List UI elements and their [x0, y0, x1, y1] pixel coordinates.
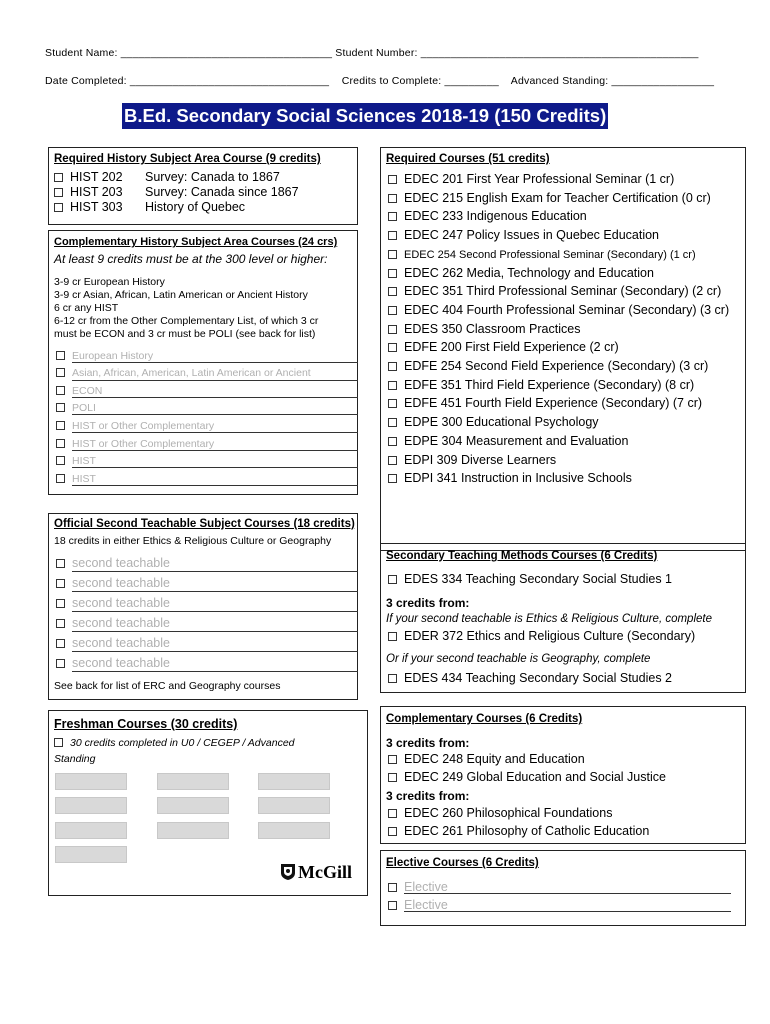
- checkbox[interactable]: [388, 231, 397, 240]
- credit-field[interactable]: [258, 822, 330, 839]
- checkbox[interactable]: [388, 194, 397, 203]
- methods-course: EDES 434 Teaching Secondary Social Studies 2: [388, 671, 672, 686]
- elective-title: Elective Courses (6 Credits): [386, 857, 539, 869]
- required-course-item: [388, 191, 711, 206]
- hist-row: HIST 303: [54, 200, 123, 215]
- checkbox[interactable]: [388, 827, 397, 836]
- course-name: Survey: Canada to 1867: [145, 170, 280, 184]
- from-label: 3 credits from:: [386, 596, 470, 610]
- comp-course: EDEC 249 Global Education and Social Justice: [388, 770, 666, 785]
- credit-field[interactable]: [157, 773, 229, 790]
- hist-field[interactable]: HIST: [56, 473, 96, 486]
- rule-text: 3-9 cr European History: [54, 276, 165, 288]
- hist-field[interactable]: HIST: [56, 455, 96, 468]
- rule-text: 6 cr any HIST: [54, 302, 119, 314]
- required-course-item: [388, 453, 556, 468]
- checkbox[interactable]: [54, 203, 63, 212]
- required-course-label: EDEC 254 Second Professional Seminar (Secondary) (1 cr): [404, 248, 696, 261]
- checkbox[interactable]: [388, 437, 397, 446]
- methods-course: EDER 372 Ethics and Religious Culture (Secondary): [388, 629, 695, 644]
- checkbox[interactable]: [388, 325, 397, 334]
- hist-row: HIST 203: [54, 185, 123, 200]
- credit-field[interactable]: [258, 797, 330, 814]
- checkbox[interactable]: [388, 755, 397, 764]
- second-teachable-title: Official Second Teachable Subject Courses (18 credits): [54, 518, 355, 530]
- methods-title: Secondary Teaching Methods Courses (6 Credits): [386, 550, 658, 562]
- required-course-label: EDPE 300 Educational Psychology: [404, 415, 599, 430]
- student-name-label: Student Name:: [45, 47, 118, 59]
- checkbox[interactable]: [388, 474, 397, 483]
- required-course-item: [388, 209, 587, 224]
- required-course-item: [388, 266, 654, 281]
- checkbox[interactable]: [388, 306, 397, 315]
- poli-field[interactable]: POLI: [56, 402, 96, 415]
- checkbox[interactable]: [388, 456, 397, 465]
- credit-field[interactable]: [55, 846, 127, 863]
- checkbox[interactable]: [388, 674, 397, 683]
- second-teachable-footer: See back for list of ERC and Geography courses: [54, 680, 281, 692]
- methods-course: EDES 334 Teaching Secondary Social Studies 1: [388, 572, 672, 587]
- required-course-label: EDEC 404 Fourth Professional Seminar (Secondary) (3 cr): [404, 302, 730, 317]
- required-course-label: EDEC 201 First Year Professional Seminar (1 cr): [404, 172, 675, 186]
- checkbox[interactable]: [388, 399, 397, 408]
- hist-other-field[interactable]: HIST or Other Complementary: [56, 420, 214, 433]
- checkbox[interactable]: [54, 188, 63, 197]
- complementary-history-title: Complementary History Subject Area Courses (24 crs): [54, 236, 338, 248]
- required-course-item: [388, 228, 659, 243]
- checkbox[interactable]: [388, 362, 397, 371]
- hist-other-field[interactable]: HIST or Other Complementary: [56, 438, 214, 451]
- credit-field[interactable]: [55, 773, 127, 790]
- required-course-label: EDEC 262 Media, Technology and Education: [404, 265, 654, 280]
- required-course-item: [388, 471, 632, 486]
- second-teachable-field[interactable]: second teachable: [56, 656, 170, 671]
- student-number-label: Student Number:: [335, 47, 418, 59]
- page-title: B.Ed. Secondary Social Sciences 2018-19 (150 Credits): [122, 103, 608, 129]
- course-name: History of Quebec: [145, 200, 246, 214]
- checkbox[interactable]: [388, 632, 397, 641]
- required-course-label: EDEC 233 Indigenous Education: [404, 209, 587, 224]
- complementary-note: At least 9 credits must be at the 300 level or higher:: [54, 252, 328, 266]
- comp-course: EDEC 260 Philosophical Foundations: [388, 806, 612, 821]
- required-course-item: [388, 378, 694, 393]
- required-courses-title: Required Courses (51 credits): [386, 153, 550, 165]
- complementary-title: Complementary Courses (6 Credits): [386, 713, 583, 725]
- credit-field[interactable]: [157, 797, 229, 814]
- mcgill-crest-icon: [280, 863, 296, 881]
- second-teachable-subtitle: 18 credits in either Ethics & Religious Culture or Geography: [54, 535, 332, 547]
- checkbox[interactable]: [388, 287, 397, 296]
- date-row: Date Completed: _________________________________ Credits to Complete: _________ Advanced Standing: _________________: [45, 75, 715, 87]
- from-label: 3 credits from:: [386, 789, 470, 803]
- elective-field[interactable]: Elective: [388, 880, 448, 895]
- required-course-item: [388, 247, 696, 263]
- freshman-line2: Standing: [54, 753, 96, 765]
- checkbox[interactable]: [388, 381, 397, 390]
- if-geo-note: Or if your second teachable is Geography, complete: [386, 653, 651, 665]
- required-course-label: EDEC 351 Third Professional Seminar (Secondary) (2 cr): [404, 284, 722, 299]
- credit-field[interactable]: [157, 822, 229, 839]
- second-teachable-field[interactable]: second teachable: [56, 636, 170, 651]
- econ-field[interactable]: ECON: [56, 385, 102, 398]
- required-course-item: [388, 396, 702, 411]
- checkbox[interactable]: [388, 773, 397, 782]
- checkbox[interactable]: [388, 175, 397, 184]
- required-course-label: EDEC 247 Policy Issues in Quebec Education: [404, 228, 659, 243]
- comp-course: EDEC 261 Philosophy of Catholic Education: [388, 824, 649, 839]
- checkbox[interactable]: [388, 269, 397, 278]
- checkbox[interactable]: [388, 809, 397, 818]
- second-teachable-field[interactable]: second teachable: [56, 576, 170, 591]
- credit-field[interactable]: [258, 773, 330, 790]
- european-history-field[interactable]: European History: [56, 350, 153, 363]
- freshman-line1: 30 credits completed in U0 / CEGEP / Advanced: [54, 736, 295, 751]
- course-name: Survey: Canada since 1867: [145, 185, 299, 199]
- required-course-item: [388, 284, 721, 299]
- required-history-title: Required History Subject Area Course (9 credits): [54, 153, 321, 165]
- checkbox[interactable]: [54, 173, 63, 182]
- checkbox[interactable]: [388, 250, 397, 259]
- required-course-item: [388, 415, 599, 430]
- required-course-label: EDFE 200 First Field Experience (2 cr): [404, 340, 619, 355]
- advanced-standing-label: Advanced Standing:: [510, 75, 609, 87]
- credits-to-complete-label: Credits to Complete:: [341, 75, 442, 87]
- required-course-item: [388, 303, 729, 318]
- checkbox[interactable]: [388, 575, 397, 584]
- rule-text: 6-12 cr from the Other Complementary List, of which 3 cr: [54, 315, 319, 327]
- mcgill-logo: McGill: [280, 862, 352, 883]
- required-course-label: EDES 350 Classroom Practices: [404, 321, 581, 336]
- credit-field[interactable]: [55, 822, 127, 839]
- rule-text: 3-9 cr Asian, African, Latin American or Ancient History: [54, 289, 308, 301]
- required-course-item: [388, 434, 628, 449]
- required-course-label: EDPE 304 Measurement and Evaluation: [404, 433, 629, 448]
- checkbox[interactable]: [54, 738, 63, 747]
- required-course-label: EDFE 351 Third Field Experience (Secondary) (8 cr): [404, 377, 695, 392]
- required-course-item: [388, 340, 619, 355]
- rule-text: must be ECON and 3 cr must be POLI (see back for list): [54, 328, 316, 340]
- student-name-row: Student Name: ___________________________________ Student Number: ______________________________________________: [45, 47, 699, 59]
- required-course-label: EDEC 215 English Exam for Teacher Certification (0 cr): [404, 190, 711, 205]
- required-course-item: [388, 359, 708, 374]
- hist-row: HIST 202: [54, 170, 123, 185]
- second-teachable-field[interactable]: second teachable: [56, 556, 170, 571]
- second-teachable-field[interactable]: second teachable: [56, 616, 170, 631]
- from-label: 3 credits from:: [386, 736, 470, 750]
- comp-course: EDEC 248 Equity and Education: [388, 752, 585, 767]
- credit-field[interactable]: [55, 797, 127, 814]
- checkbox[interactable]: [388, 418, 397, 427]
- date-completed-label: Date Completed:: [45, 75, 127, 87]
- required-course-item: [388, 322, 580, 337]
- checkbox[interactable]: [388, 212, 397, 221]
- elective-field[interactable]: Elective: [388, 898, 448, 913]
- freshman-title: Freshman Courses (30 credits): [54, 717, 238, 731]
- required-course-label: EDPI 341 Instruction in Inclusive Schools: [404, 471, 632, 486]
- if-erc-note: If your second teachable is Ethics & Religious Culture, complete: [386, 613, 712, 625]
- second-teachable-field[interactable]: second teachable: [56, 596, 170, 611]
- required-course-label: EDFE 451 Fourth Field Experience (Secondary) (7 cr): [404, 396, 703, 411]
- required-course-label: EDPI 309 Diverse Learners: [404, 452, 557, 467]
- required-course-item: [388, 172, 674, 187]
- required-course-label: EDFE 254 Second Field Experience (Secondary) (3 cr): [404, 359, 709, 373]
- checkbox[interactable]: [388, 343, 397, 352]
- asian-african-field[interactable]: Asian, African, American, Latin American or Ancient: [56, 367, 311, 380]
